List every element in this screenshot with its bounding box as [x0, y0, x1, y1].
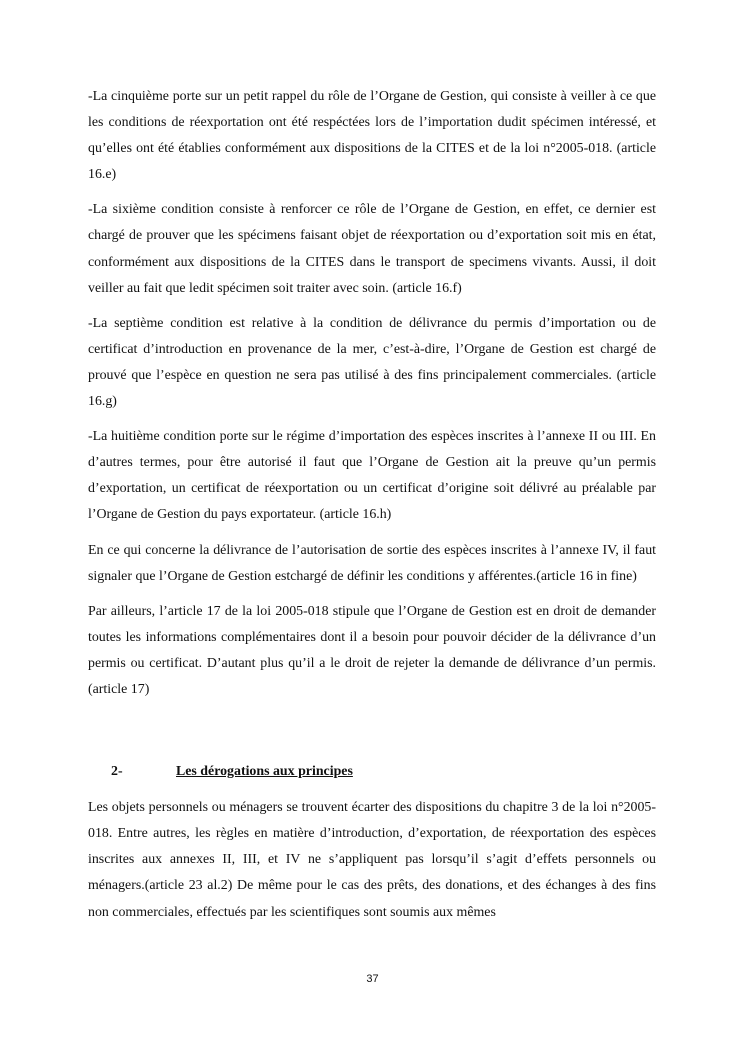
paragraph-article-16-in-fine: En ce qui concerne la délivrance de l’autorisation de sortie des espèces inscrites à l’annexe IV, il faut signaler que l’Organe de Gestion estchargé de définir les conditions y afférentes.(article 16 in fine) — [88, 542, 656, 584]
section-number: 2- — [111, 764, 123, 780]
document-page — [88, 84, 656, 935]
paragraph-article-16g: -La septième condition est relative à la condition de délivrance du permis d’importation ou de certificat d’introduction en provenance de la mer, c’est-à-dire, l’Organe de Gestion est chargé de prouvé que l’espèce en question ne sera pas utilisé à des fins principalement commerciales. (article 16.g) — [88, 315, 656, 410]
paragraph-derogations: Les objets personnels ou ménagers se trouvent écarter des dispositions du chapitre 3 de la loi n°2005-018. Entre autres, les règles en matière d’introduction, d’exportation, de réexportation des espèces inscrites aux annexes II, III, et IV ne s’appliquent pas lorsqu’il s’agit d’effets personnels ou ménagers.(article 23 al.2) De même pour le cas des prêts, des donations, et des échanges à des fins non commerciales, effectués par les scientifiques sont soumis aux mêmes — [88, 800, 656, 920]
section-heading — [88, 759, 656, 785]
paragraph-article-17: Par ailleurs, l’article 17 de la loi 2005-018 stipule que l’Organe de Gestion est en droit de demander toutes les informations complémentaires dont il a besoin pour pouvoir décider de la délivrance d’un permis ou certificat. D’autant plus qu’il a le droit de rejeter la demande de délivrance d’un permis.(article 17) — [88, 603, 656, 697]
paragraph-article-16e: -La cinquième porte sur un petit rappel du rôle de l’Organe de Gestion, qui consiste à veiller à ce que les conditions de réexportation ont été respéctées lors de l’importation dudit spécimen intéressé, et qu’elles ont été établies conformément aux dispositions de la CITES et de la loi n°2005-018. (article 16.e) — [88, 89, 656, 183]
paragraph-article-16h: -La huitième condition porte sur le régime d’importation des espèces inscrites à l’annexe II ou III. En d’autres termes, pour être autorisé il faut que l’Organe de Gestion ait la preuve qu’un permis d’exportation, un certificat de réexportation ou un certificat d’origine soit délivré au préalable par l’Organe de Gestion du pays exportateur. (article 16.h) — [88, 429, 656, 523]
section-title: Les dérogations aux principes — [176, 764, 353, 780]
paragraph-article-16f: -La sixième condition consiste à renforcer ce rôle de l’Organe de Gestion, en effet, ce dernier est chargé de prouver que les spécimens faisant objet de réexportation ou d’exportation soit mis en état, conformément aux dispositions de la CITES dans le transport de specimens vivants. Aussi, il doit veiller au fait que ledit spécimen soit traiter avec soin. (article 16.f) — [88, 202, 656, 296]
page-number: 37 — [366, 973, 379, 985]
